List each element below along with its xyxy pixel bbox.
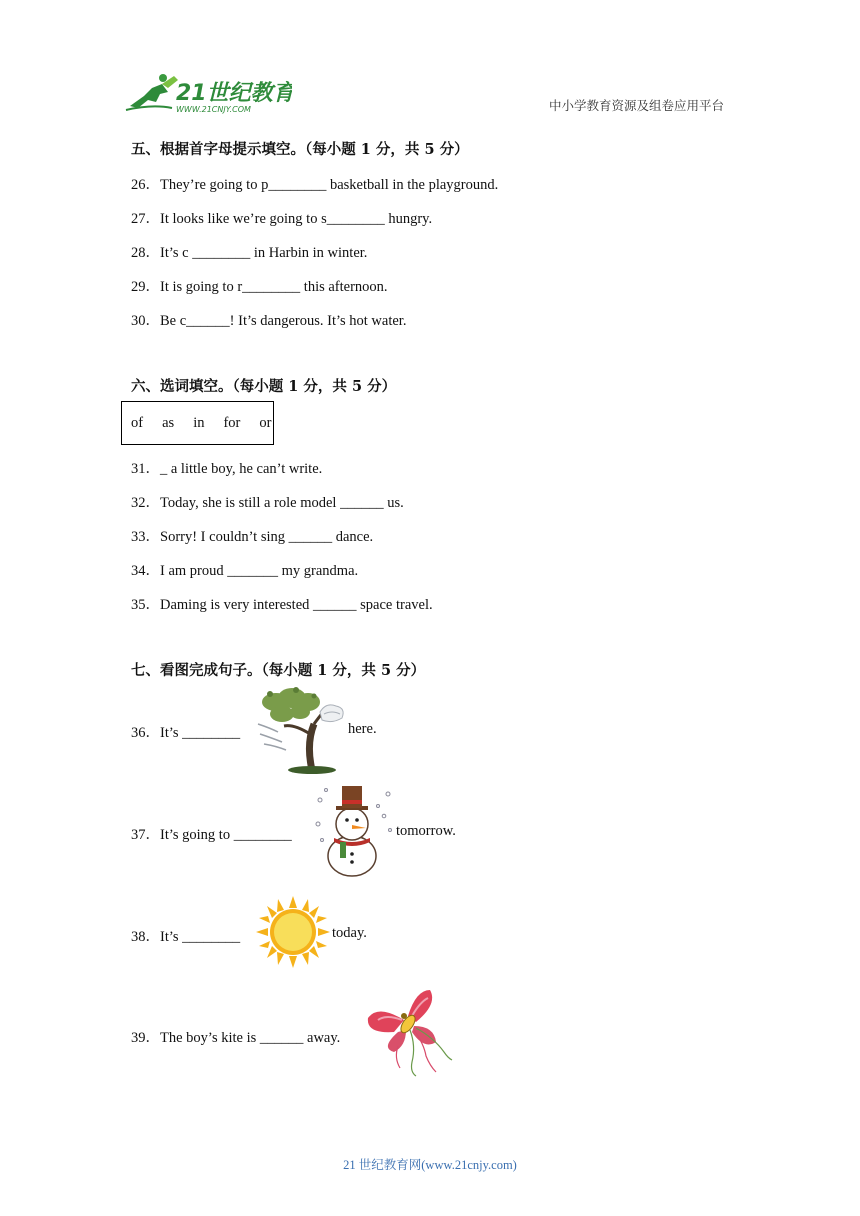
question-36-text: 36．It’s ________ [131,725,241,741]
question-36-after: here. [348,721,377,737]
sun-icon [256,896,330,973]
question-34: 34．I am proud _______ my grandma. [131,563,359,579]
snowman-icon [312,780,396,885]
runner-logo-icon [126,74,178,110]
header-platform-text: 中小学教育资源及组卷应用平台 [549,98,725,113]
question-37-after: tomorrow. [396,823,456,839]
word-bank-word: as [162,414,175,431]
windy-tree-icon [254,684,348,779]
question-29: 29．It is going to r________ this afternoon. [131,279,388,295]
site-logo [122,70,292,116]
question-37-text: 37．It’s going to ________ [131,827,292,843]
section7-title: 七、看图完成句子。（每小题 1 分，共 5 分） [131,662,426,679]
word-bank-word: of [131,414,144,431]
section5-title: 五、根据首字母提示填空。（每小题 1 分，共 5 分） [131,141,469,158]
question-26: 26．They’re going to p________ basketball in the playground. [131,177,499,193]
question-28: 28．It’s c ________ in Harbin in winter. [131,245,368,261]
question-27: 27．It looks like we’re going to s________ hungry. [131,211,433,227]
question-32: 32．Today, she is still a role model ______ us. [131,495,404,511]
question-31: 31．_ a little boy, he can’t write. [131,461,323,477]
question-33: 33．Sorry! I couldn’t sing ______ dance. [131,529,374,545]
word-bank-word: in [193,414,205,431]
question-39-text: 39．The boy’s kite is ______ away. [131,1030,341,1046]
word-bank-word: for [223,414,241,431]
word-bank-word: or [259,414,272,431]
logo-url: WWW.21CNJY.COM [176,105,251,114]
butterfly-kite-icon [364,986,456,1083]
footer-link[interactable]: 21 世纪教育网(www.21cnjy.com) [343,1158,517,1172]
question-38-after: today. [332,925,367,941]
word-bank [121,401,274,445]
section6-title: 六、选词填空。（每小题 1 分，共 5 分） [131,378,397,395]
question-35: 35．Daming is very interested ______ space travel. [131,597,433,613]
question-30: 30．Be c______! It’s dangerous. It’s hot water. [131,313,407,329]
question-38-text: 38．It’s ________ [131,929,241,945]
logo-title: 21世纪教育 [176,81,292,106]
